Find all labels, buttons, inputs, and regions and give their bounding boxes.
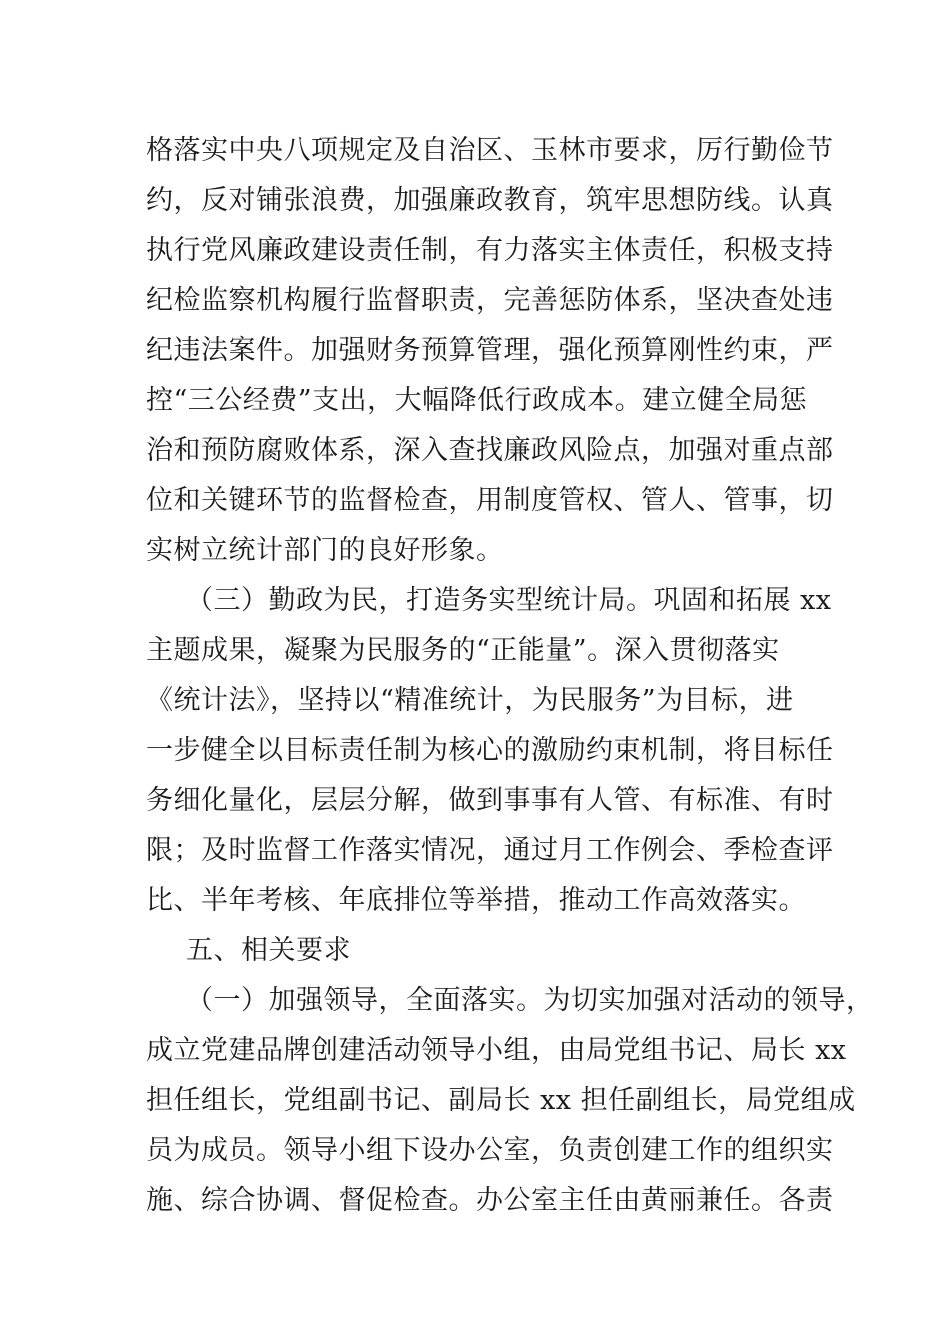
text-line: 《统计法》，坚持以“精准统计，为民服务”为目标，进	[146, 685, 794, 716]
text-line: 施、综合协调、督促检查。办公室主任由黄丽兼任。各责	[146, 1185, 834, 1216]
text-line: 纪违法案件。加强财务预算管理，强化预算刚性约束，严	[146, 335, 834, 366]
text-line: 控“三公经费”支出，大幅降低行政成本。建立健全局惩	[146, 385, 808, 416]
section-heading-line: （三）勤政为民，打造务实型统计局。巩固和拓展 xx	[186, 585, 832, 616]
text-line: 担任组长，党组副书记、副局长 xx 担任副组长，局党组成	[146, 1085, 856, 1116]
text-line: 一步健全以目标责任制为核心的激励约束机制，将目标任	[146, 735, 834, 766]
text-line: 实树立统计部门的良好形象。	[146, 535, 504, 566]
text-line: 成立党建品牌创建活动领导小组，由局党组书记、局长 xx	[146, 1035, 847, 1066]
document-body	[146, 126, 874, 1226]
text-line: 格落实中央八项规定及自治区、玉林市要求，厉行勤俭节	[146, 135, 834, 166]
text-line: 约，反对铺张浪费，加强廉政教育，筑牢思想防线。认真	[146, 185, 834, 216]
text-line: 主题成果，凝聚为民服务的“正能量”。深入贯彻落实	[146, 635, 780, 666]
text-line: 纪检监察机构履行监督职责，完善惩防体系，坚决查处违	[146, 285, 834, 316]
section-heading-line: （一）加强领导，全面落实。为切实加强对活动的领导，	[186, 985, 874, 1016]
text-line: 比、半年考核、年底排位等举措，推动工作高效落实。	[146, 885, 806, 916]
text-line: 执行党风廉政建设责任制，有力落实主体责任，积极支持	[146, 235, 834, 266]
text-line: 位和关键环节的监督检查，用制度管权、管人、管事，切	[146, 485, 834, 516]
section-title: 五、相关要求	[186, 935, 351, 966]
text-line: 员为成员。领导小组下设办公室，负责创建工作的组织实	[146, 1135, 834, 1166]
text-line: 治和预防腐败体系，深入查找廉政风险点，加强对重点部	[146, 435, 834, 466]
text-line: 务细化量化，层层分解，做到事事有人管、有标准、有时	[146, 785, 834, 816]
text-line: 限；及时监督工作落实情况，通过月工作例会、季检查评	[146, 835, 834, 866]
